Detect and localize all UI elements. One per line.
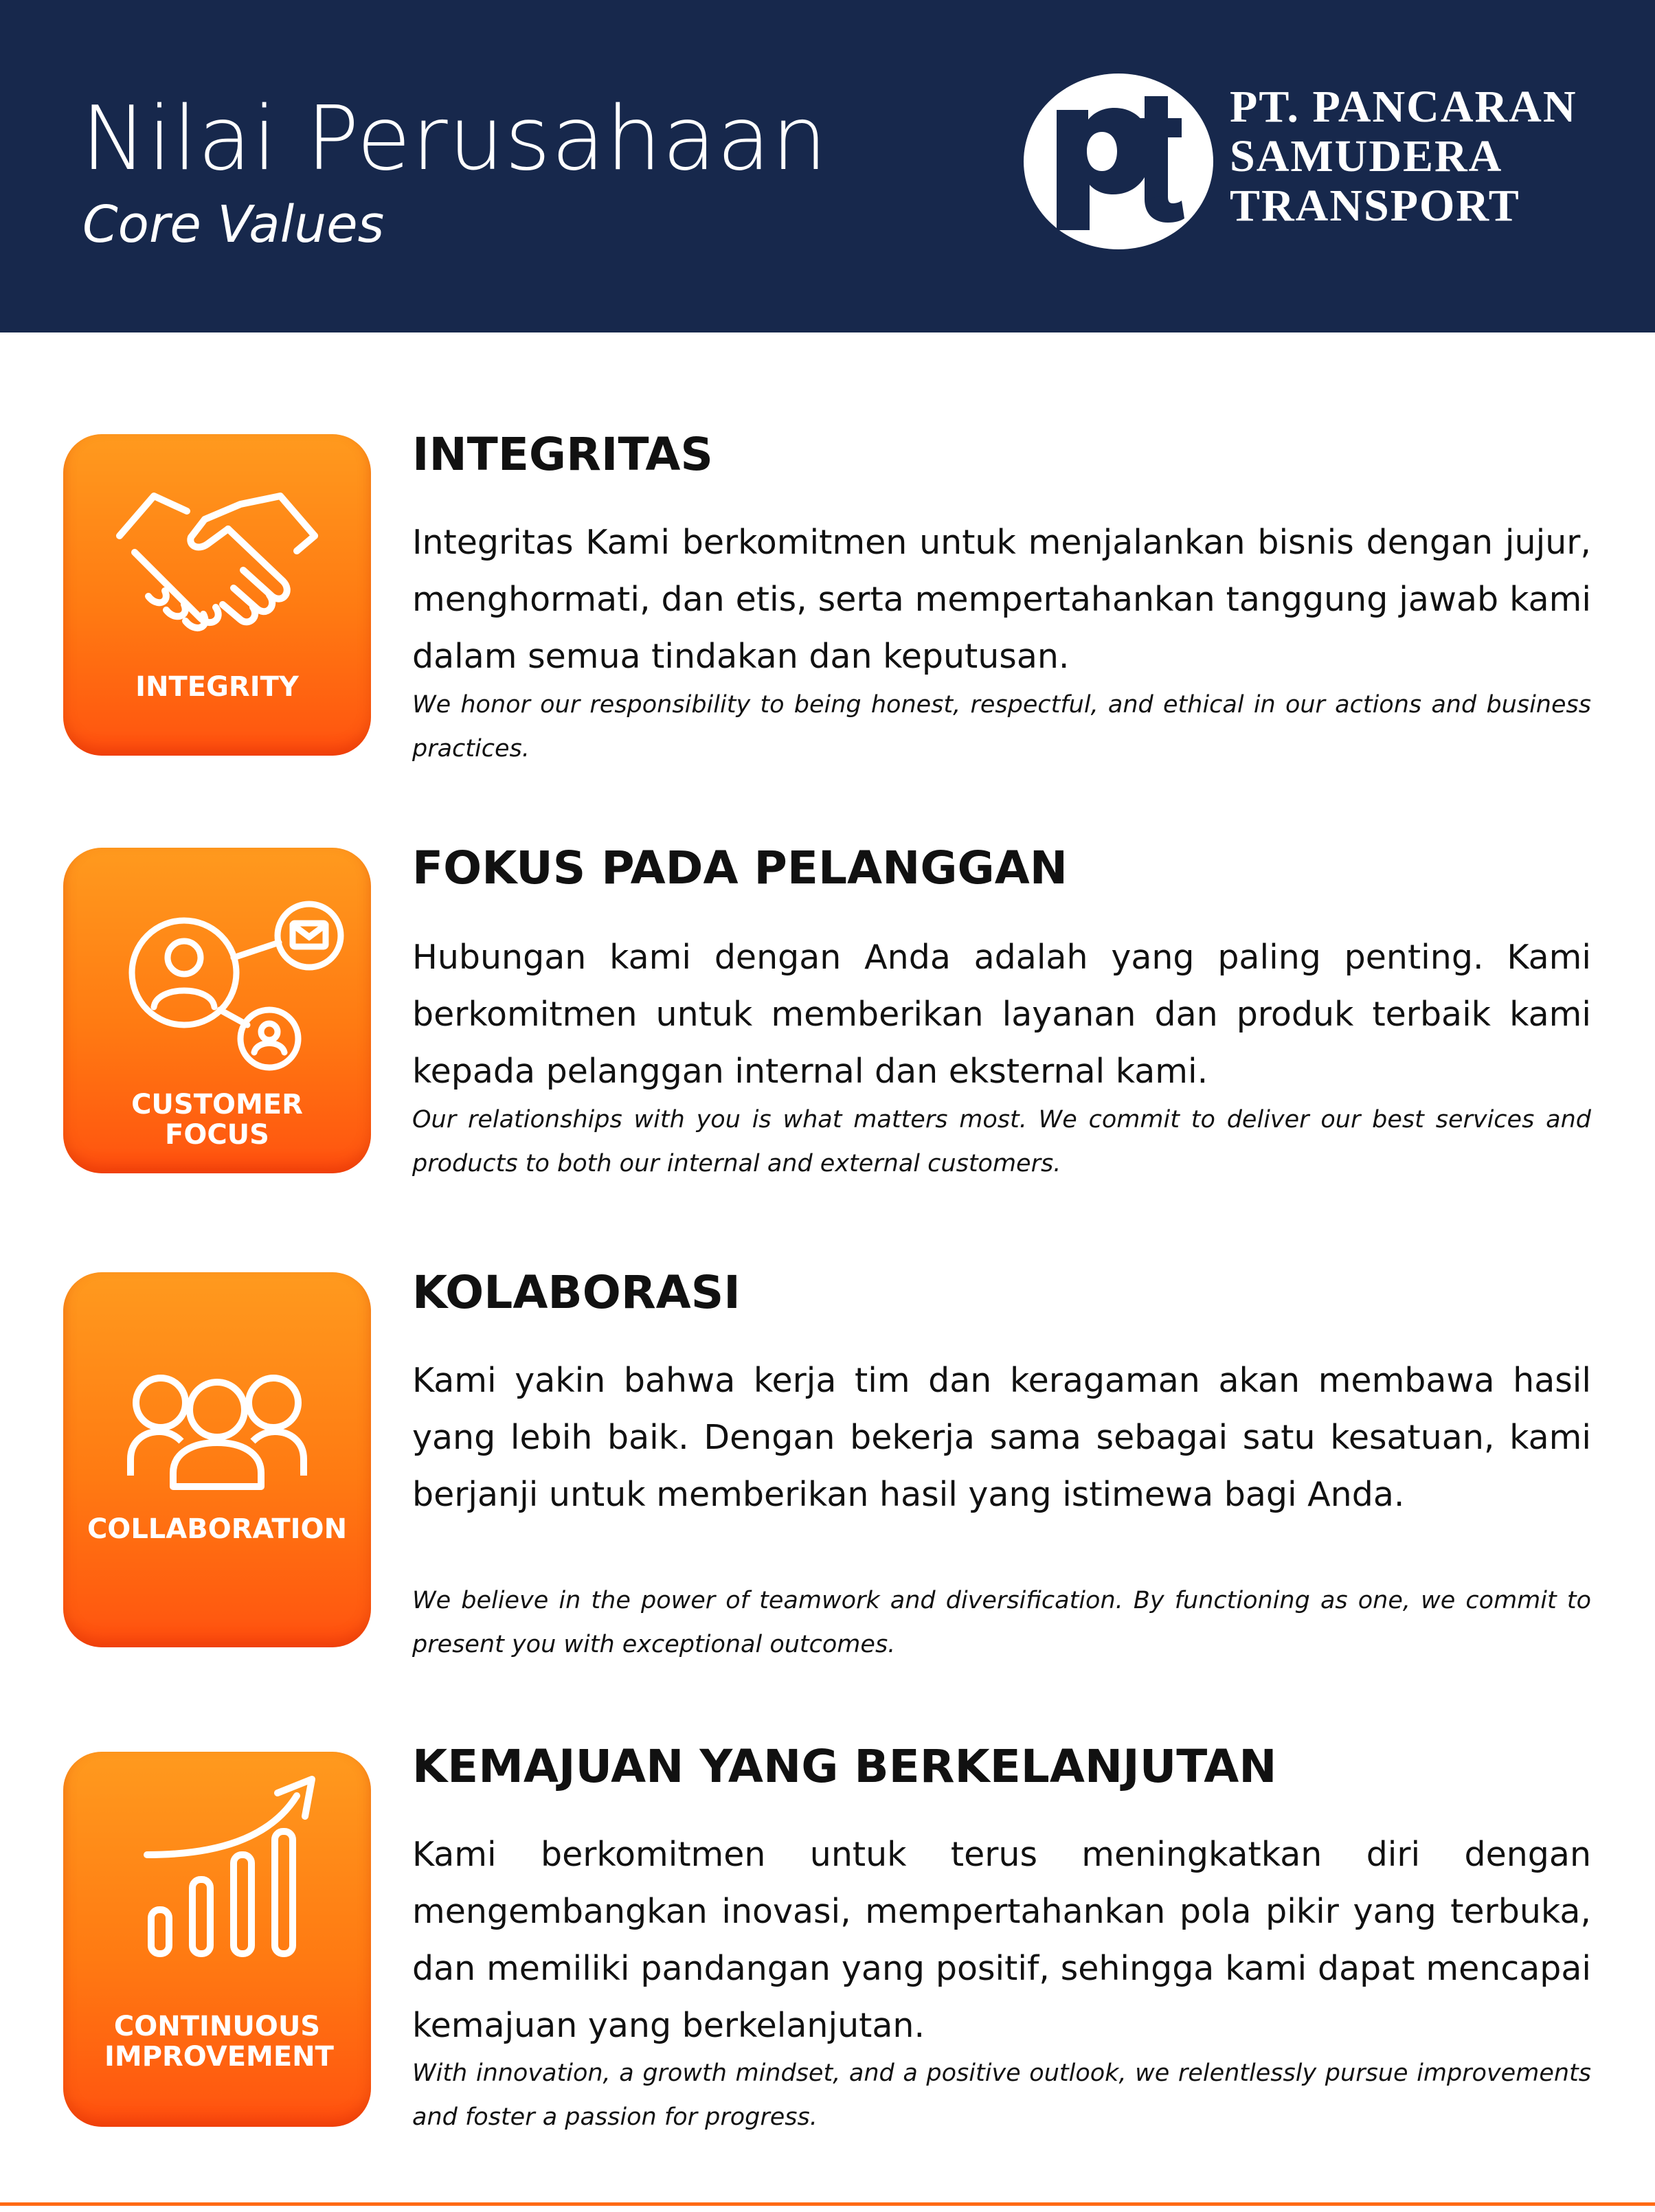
value-title: KEMAJUAN YANG BERKELANJUTAN	[412, 1740, 1277, 1793]
growth-chart-icon	[63, 1752, 371, 2006]
value-description: Kami yakin bahwa kerja tim dan keragaman akan membawa hasil yang lebih baik. Dengan bekerja sama sebagai satu kesatuan, kami berjanji untuk memberikan hasil yang istimewa bagi Anda.	[412, 1361, 1591, 1514]
value-tile-label: CONTINUOUS IMPROVEMENT	[104, 2011, 334, 2073]
value-description: Kami berkomitmen untuk terus meningkatkan diri dengan mengembangkan inovasi, mempertahankan pola pikir yang terbuka, dan memiliki pandangan yang positif, sehingga kami dapat mencapai kemajuan yang berkelanjutan.	[412, 1835, 1591, 2045]
value-title: INTEGRITAS	[412, 428, 713, 481]
value-description-english: With innovation, a growth mindset, and a positive outlook, we relentlessly pursue improvements and foster a passion for progress.	[412, 2059, 1591, 2131]
value-description-english: Our relationships with you is what matters most. We commit to deliver our best services and products to both our internal and external customers.	[412, 1106, 1591, 1177]
handshake-icon	[63, 434, 371, 668]
page-subtitle: Core Values	[82, 195, 385, 254]
customer-network-icon	[63, 848, 371, 1081]
value-title: KOLABORASI	[412, 1266, 741, 1319]
company-name-line-2: SAMUDERA	[1230, 131, 1503, 181]
value-tile-customer-focus	[63, 848, 371, 1173]
company-name-line-1: PT. PANCARAN	[1230, 82, 1577, 132]
company-logo-icon	[1015, 69, 1213, 254]
company-name	[1230, 82, 1577, 231]
value-tile-label: CUSTOMER FOCUS	[131, 1089, 303, 1151]
value-tile-collaboration	[63, 1272, 371, 1647]
value-description-english: We honor our responsibility to being honest, respectful, and ethical in our actions and business practices.	[412, 691, 1591, 763]
value-description: Hubungan kami dengan Anda adalah yang paling penting. Kami berkomitmen untuk memberikan layanan dan produk terbaik kami kepada pelanggan internal dan eksternal kami.	[412, 938, 1591, 1091]
value-description-english: We believe in the power of teamwork and diversification. By functioning as one, we commit to present you with exceptional outcomes.	[412, 1587, 1591, 1658]
value-tile-continuous-improvement	[63, 1752, 371, 2127]
value-tile-label: COLLABORATION	[87, 1513, 348, 1545]
value-title: FOKUS PADA PELANGGAN	[412, 842, 1068, 894]
value-tile-integrity	[63, 434, 371, 756]
company-name-line-3: TRANSPORT	[1230, 181, 1520, 231]
page-title: Nilai Perusahaan	[81, 88, 828, 190]
value-tile-label: INTEGRITY	[135, 671, 299, 703]
value-description: Integritas Kami berkomitmen untuk menjalankan bisnis dengan jujur, menghormati, dan etis, serta mempertahankan tanggung jawab kami dalam semua tindakan dan keputusan.	[412, 523, 1591, 676]
team-icon	[63, 1272, 371, 1520]
header-banner	[0, 0, 1655, 332]
footer-accent-line	[0, 2202, 1655, 2206]
